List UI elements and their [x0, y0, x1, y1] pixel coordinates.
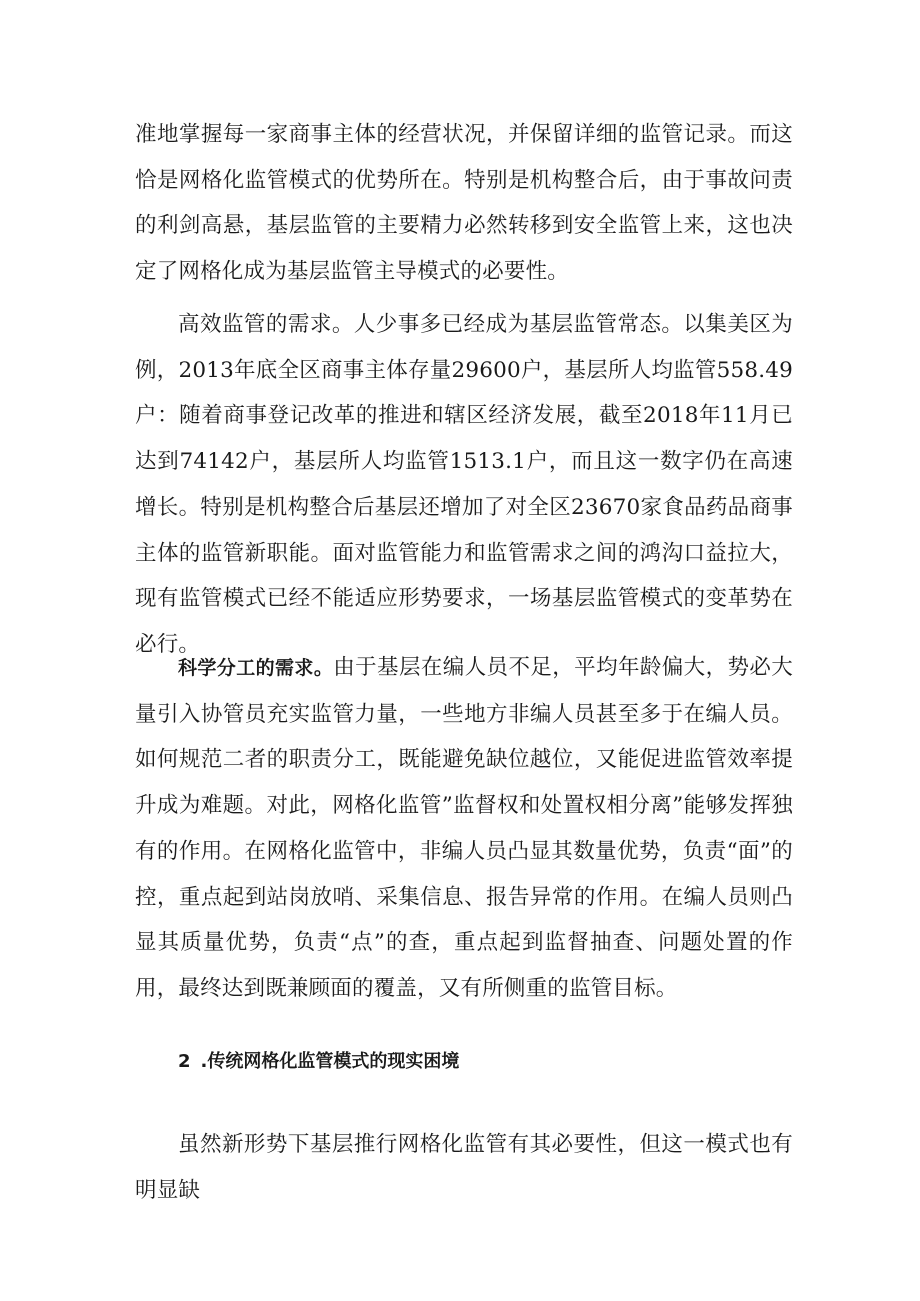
paragraph-efficient-supervision: 高效监管的需求。人少事多已经成为基层监管常态。以集美区为例，2013年底全区商事主体存量29600户，基层所人均监管558.49户：随着商事登记改革的推进和辖区经济发展，截至2018年11月已达到74142户，基层所人均监管1513.1户，而且这一数字仍在高速增长。特别是机构整合后基层还增加了对全区23670家食品药品商事主体的监管新职能。面对监管能力和监管需求之间的鸿沟口益拉大，现有监管模式已经不能适应形势要求，一场基层监管模式的变革势在必行。: [135, 312, 793, 657]
paragraph-body: 由于基层在编人员不足，平均年龄偏大，势必大量引入协管员充实监管力量，一些地方非编人员甚至多于在编人员。如何规范二者的职责分工，既能避免缺位越位，又能促进监管效率提升成为难题。对此，网格化监管”监督权和处置权相分离”能够发挥独有的作用。在网格化监管中，非编人员凸显其数量优势，负责“面”的控，重点起到站岗放哨、采集信息、报告异常的作用。在编人员则凸显其质量优势，负责“点”的查，重点起到监督抽查、问题处置的作用，最终达到既兼顾面的覆盖，又有所侧重的监管目标。: [135, 655, 793, 1001]
section-number: 2: [178, 1051, 191, 1072]
paragraph-necessity-conclusion: 准地掌握每一家商事主体的经营状况，并保留详细的监管记录。而这恰是网格化监管模式的优势所在。特别是机构整合后，由于事故问责的利剑高悬，基层监管的主要精力必然转移到安全监管上来，这也决定了网格化成为基层监管主导模式的必要性。: [135, 122, 793, 285]
paragraph-lead-phrase: 科学分工的需求。: [178, 657, 334, 679]
section-heading: [178, 1040, 459, 1084]
section-title: .传统网格化监管模式的现实困境: [200, 1051, 460, 1072]
paragraph-scientific-division: [135, 645, 793, 1012]
paragraph-dilemma-intro: 虽然新形势下基层推行网格化监管有其必要性，但这一模式也有明显缺: [135, 1132, 793, 1203]
